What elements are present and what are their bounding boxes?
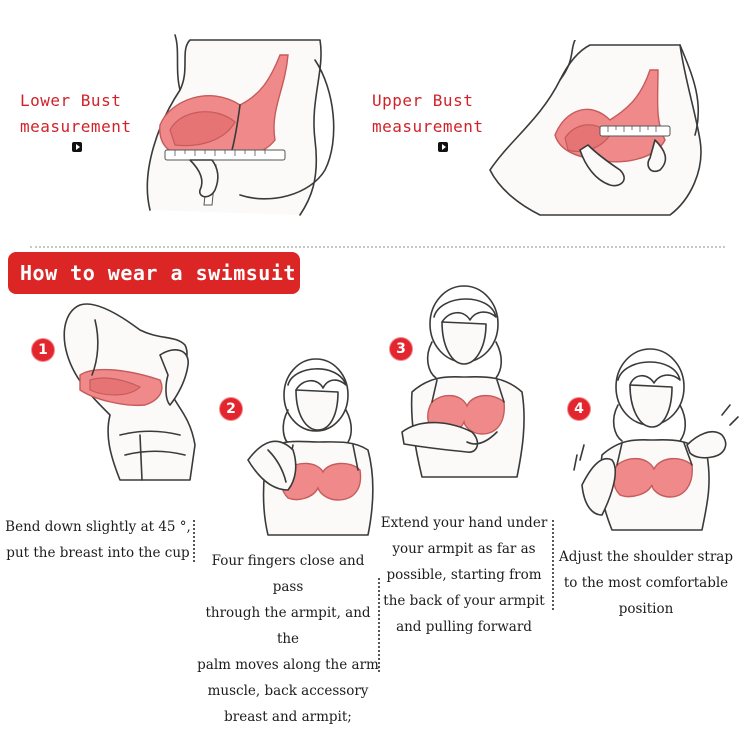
how-to-wear-banner: [8, 252, 309, 294]
play-icon[interactable]: [72, 142, 82, 152]
step-3-text: Extend your hand under your armpit as far as possible, starting from the back of your armpit and pulling forward: [380, 515, 548, 635]
step-1-badge: 1: [32, 339, 54, 361]
lower-bust-label: Lower Bust measurement: [20, 91, 132, 136]
step-4-badge: 4: [568, 398, 590, 420]
step-separator: [193, 520, 195, 562]
banner-title: How to wear a swimsuit:: [20, 261, 309, 285]
step-4-text: Adjust the shoulder strap to the most comfortable position: [559, 549, 733, 617]
lower-bust-illustration: [120, 30, 340, 220]
step-1-text: Bend down slightly at 45 °, put the breast into the cup: [5, 519, 191, 561]
section-divider: [30, 246, 725, 248]
upper-bust-illustration: [480, 40, 720, 220]
step-separator: [552, 520, 554, 610]
step-2-text: Four fingers close and pass through the armpit, and the palm moves along the arm muscle, back accessory breast and armpit;: [197, 553, 379, 725]
upper-bust-label: Upper Bust measurement: [372, 91, 484, 136]
play-icon[interactable]: [438, 142, 448, 152]
step-4-illustration: [572, 345, 742, 535]
step-2-badge: 2: [220, 398, 242, 420]
step-3-badge: 3: [390, 338, 412, 360]
step-1-illustration: [50, 295, 210, 490]
step-3-illustration: [392, 282, 552, 482]
step-2-illustration: [228, 350, 388, 540]
